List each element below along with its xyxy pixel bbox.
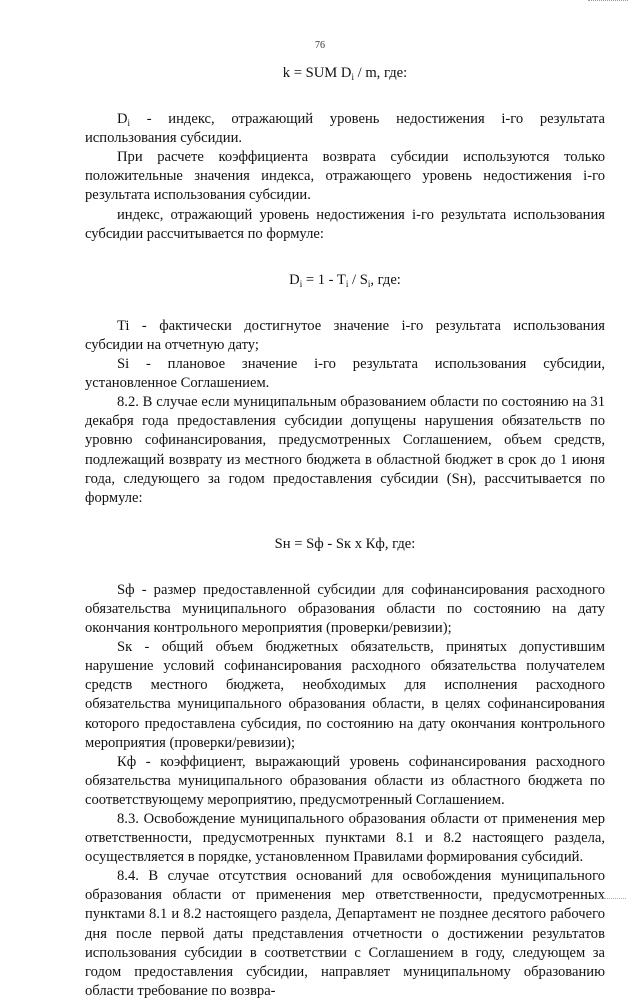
formula-k: k = SUM $D_i$ / m, где:: [282, 65, 408, 82]
paragraph-di-definition: $D_i$ - индекс, отражающий уровень недостижения i-го результата использования субсидии.: [85, 111, 605, 147]
paragraph-ti-definition: Ti - фактически достигнутое значение i-го результата использования субсидии на отчетную дату;: [85, 317, 605, 353]
page-number: 76: [315, 40, 325, 51]
scan-bottom-mark: [596, 898, 626, 901]
paragraph-8-2: 8.2. В случае если муниципальным образованием области по состоянию на 31 декабря года предоставления субсидии допущены нарушения обязательств по уровню софинансирования, предусмотренных Соглашением, объем средств, подлежащий возврату из местного бюджета в областной бюджет в срок до 1 июня года, следующего за годом предоставления субсидии (Sн), рассчитывается по формуле:: [85, 394, 605, 506]
paragraph-index-formula-intro: индекс, отражающий уровень недостижения i-го результата использования субсидии рассчитывается по формуле:: [85, 206, 605, 242]
paragraph-8-3: 8.3. Освобождение муниципального образования области от применения мер ответственности, предусмотренных пунктами 8.1 и 8.2 настоящего раздела, осуществляется в порядке, установленном Правилами формирования субсидий.: [85, 811, 605, 866]
paragraph-positive-values: При расчете коэффициента возврата субсидии используются только положительные значения индекса, отражающего уровень недостижения i-го результата использования субсидии.: [85, 149, 605, 204]
formula-sn: Sн = Sф - Sк х Кф, где:: [274, 535, 416, 552]
paragraph-si-definition: Si - плановое значение i-го результата использования субсидии, установленное Соглашением.: [85, 356, 605, 392]
paragraph-8-4: 8.4. В случае отсутствия оснований для освобождения муниципального образования области от применения мер ответственности, предусмотренных пунктами 8.1 и 8.2 настоящего раздела, Департамент не позднее десятого рабочего дня после первой даты представления отчетности о достижении результатов использования субсидии в соответствии с Соглашением в году, следующем за годом предоставления субсидии, направляет муниципальному образованию области требование по возвра-: [85, 868, 605, 999]
formula-di: $D_i = 1 - T_i / S_i$, где:: [289, 271, 401, 289]
paragraph-kf-definition: Кф - коэффициент, выражающий уровень софинансирования расходного обязательства муниципального образования области из областного бюджета по соответствующему мероприятию, предусмотренный Соглашением.: [85, 753, 605, 808]
document-body: [85, 64, 605, 1001]
paragraph-sk-definition: Sк - общий объем бюджетных обязательств, принятых допустившим нарушение условий софинансирования расходного обязательства получателем средств местного бюджета, необходимых для исполнения расходного обязательства муниципального образования области, в целях софинансирования которого предоставлена субсидия, по состоянию на дату окончания контрольного мероприятия (проверки/ревизии);: [85, 639, 605, 751]
paragraph-sf-definition: Sф - размер предоставленной субсидии для софинансирования расходного обязательства муниципального образования области по состоянию на дату окончания контрольного мероприятия (проверки/ревизии);: [85, 581, 605, 637]
scan-corner-mark: [588, 0, 628, 4]
